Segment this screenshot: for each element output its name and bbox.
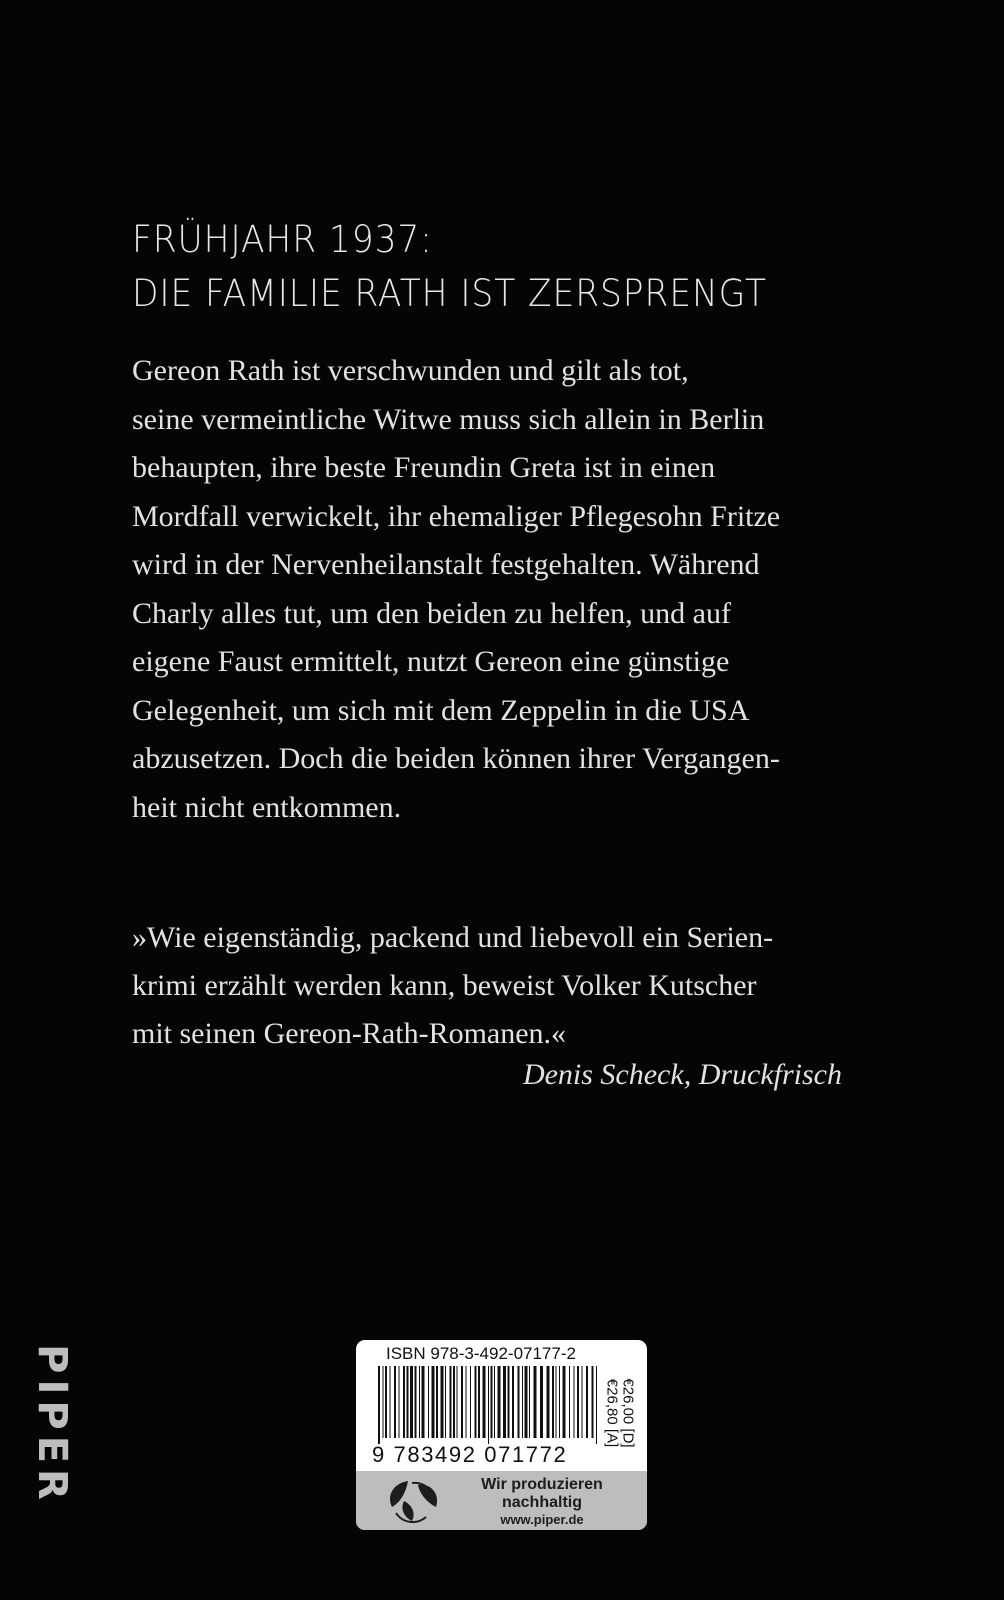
publisher-logo: PIPER [29, 1344, 75, 1506]
barcode-bar [403, 1366, 405, 1438]
barcode-bar [547, 1366, 550, 1438]
barcode-bar [478, 1366, 480, 1438]
barcode-bar [498, 1366, 501, 1438]
barcode-bar [552, 1366, 554, 1438]
blurb-line: Gereon Rath ist verschwunden und gilt als tot, [132, 354, 689, 387]
barcode-bar [436, 1366, 438, 1438]
barcode-bar [559, 1366, 560, 1438]
sustainability-text [452, 1476, 632, 1512]
isbn-number: ISBN 978-3-492-07177-2 [386, 1344, 576, 1363]
barcode-bar [461, 1366, 463, 1438]
barcode-bar [441, 1366, 444, 1438]
review-quote [132, 914, 892, 1058]
barcode-bar [596, 1366, 597, 1444]
barcode-bar [470, 1366, 471, 1438]
blurb-line: wird in der Nervenheilanstalt festgehalten. Während [132, 548, 760, 581]
barcode-bar [432, 1366, 435, 1438]
barcode-icon [378, 1366, 600, 1444]
headline-line: FRÜHJAHR 1937: [132, 218, 433, 261]
sustainability-line: nachhaltig [501, 1494, 582, 1511]
barcode-bar [475, 1366, 477, 1438]
blurb-line: heit nicht entkommen. [132, 790, 402, 824]
barcode-digits: 9 783492 071772 [372, 1442, 568, 1467]
barcode-bar [525, 1366, 528, 1438]
blurb-line: Mordfall verwickelt, ihr ehemaliger Pflegesohn Fritze [132, 499, 781, 533]
barcode-bar [488, 1366, 489, 1444]
barcode-bar [390, 1366, 391, 1438]
barcode-bar [466, 1366, 467, 1438]
barcode-bar [569, 1366, 570, 1438]
barcode-bar [529, 1366, 530, 1438]
blurb-line: Gelegenheit, um sich mit dem Zeppelin in die USA [132, 693, 750, 727]
barcode-bar [394, 1366, 396, 1438]
barcode-bar [415, 1366, 417, 1438]
barcode-bar [419, 1366, 420, 1438]
headline [132, 213, 932, 321]
barcode-bar [491, 1366, 493, 1438]
publisher-url: www.piper.de [500, 1512, 584, 1527]
barcode-bar [577, 1366, 579, 1438]
price-austria: €26,80 [A] [603, 1378, 621, 1448]
blurb-line: abzusetzen. Doch die beiden können ihrer Vergangen- [132, 742, 780, 775]
barcode-bar [383, 1366, 384, 1438]
barcode-bar [378, 1366, 380, 1444]
sustainability-line: Wir produzieren [481, 1476, 603, 1493]
barcode-bar [522, 1366, 523, 1438]
barcode-bar [445, 1366, 446, 1438]
blurb-line: seine vermeintliche Witwe muss sich allein in Berlin [132, 402, 765, 436]
sustainability-badge [356, 1471, 647, 1530]
quote-line: »Wie eigenständig, packend und liebevoll ein Serien- [132, 921, 774, 954]
barcode-bar [540, 1366, 543, 1438]
barcode-bar [592, 1366, 594, 1438]
barcode-bar [494, 1366, 495, 1438]
barcode-bar [503, 1366, 506, 1438]
barcode-bar [422, 1366, 425, 1438]
quote-line: mit seinen Gereon-Rath-Romanen.« [132, 1017, 567, 1050]
barcode-bar [574, 1366, 575, 1438]
barcode-bar [563, 1366, 566, 1438]
barcode-bar [428, 1366, 429, 1438]
barcode-bar [556, 1366, 557, 1438]
barcode-bar [399, 1366, 400, 1438]
blurb-line: behaupten, ihre beste Freundin Greta ist in einen [132, 451, 716, 484]
headline-line: DIE FAMILIE RATH IST ZERSPRENGT [132, 272, 768, 315]
blurb-line: eigene Faust ermittelt, nutzt Gereon eine günstige [132, 645, 730, 678]
barcode-bar [586, 1366, 588, 1438]
price-germany: €26,00 [D] [619, 1378, 637, 1448]
quote-attribution: Denis Scheck, Druckfrisch [522, 1058, 842, 1091]
barcode-bar [512, 1366, 514, 1438]
barcode-label [356, 1340, 647, 1530]
barcode-bar [410, 1366, 413, 1438]
barcode-bar [385, 1366, 387, 1438]
price-block [604, 1358, 640, 1468]
blurb-text [132, 347, 892, 832]
barcode-bar [453, 1366, 455, 1438]
barcode-bar [457, 1366, 458, 1438]
blurb-line: Charly alles tut, um den beiden zu helfen, und auf [132, 596, 731, 630]
barcode-bar [450, 1366, 452, 1438]
quote-line: krimi erzählt werden kann, beweist Volker Kutscher [132, 969, 757, 1002]
leaf-recycle-icon [382, 1477, 442, 1525]
barcode-bar [534, 1366, 537, 1438]
barcode-bar [508, 1366, 510, 1438]
barcode-bar [483, 1366, 486, 1438]
barcode-bar [582, 1366, 583, 1438]
barcode-bar [518, 1366, 520, 1438]
barcode-bar [407, 1366, 409, 1438]
